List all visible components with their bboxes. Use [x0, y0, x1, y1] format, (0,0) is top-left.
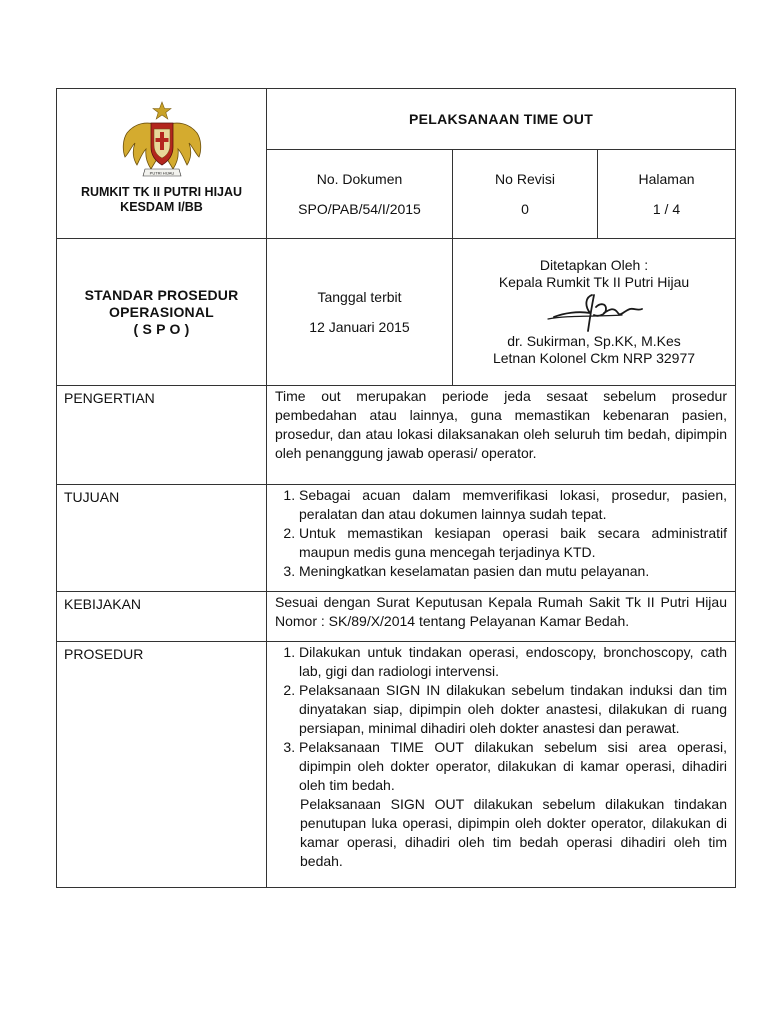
halaman-label: Halaman: [638, 171, 695, 187]
kebijakan-text: Sesuai dengan Surat Keputusan Kepala Rumah Sakit Tk II Putri Hijau Nomor : SK/89/X/2014 tentang Pelayanan Kamar Bedah.: [267, 592, 736, 642]
signer-name: dr. Sukirman, Sp.KK, M.Kes: [507, 333, 681, 349]
org-cell: [57, 89, 267, 239]
no-revisi-value: 0: [521, 201, 529, 217]
list-item: 1. Dilakukan untuk tindakan operasi, endoscopy, bronchoscopy, cath lab, gigi dan radiologi intervensi.: [299, 643, 727, 681]
approval-cell: [453, 239, 736, 386]
no-dokumen-value: SPO/PAB/54/I/2015: [298, 201, 421, 217]
spo-line-2: OPERASIONAL: [109, 303, 214, 320]
logo-motto: PUTRI HIJAU: [149, 170, 174, 175]
jabatan-label: Kepala Rumkit Tk II Putri Hijau: [498, 274, 690, 290]
kebijakan-label: KEBIJAKAN: [57, 592, 267, 642]
document-title: PELAKSANAAN TIME OUT: [408, 111, 594, 127]
spo-cell: [57, 239, 267, 386]
tanggal-cell: [267, 239, 453, 386]
prosedur-content: [267, 642, 736, 888]
list-item: 3. Pelaksanaan TIME OUT dilakukan sebelum sisi area operasi, dipimpin oleh dokter operator, dilakukan di kamar operasi, dihadiri oleh tim bedah.: [299, 738, 727, 795]
no-revisi-label: No Revisi: [495, 171, 555, 187]
header-table: [56, 88, 736, 386]
pengertian-label: PENGERTIAN: [57, 386, 267, 485]
list-item: 2. Pelaksanaan SIGN IN dilakukan sebelum tindakan induksi dan tim dinyatakan siap, dipimpin oleh dokter anastesi, dilakukan di ruang persiapan, minimal dihadiri oleh dokter anastesi dan perawat.: [299, 681, 727, 738]
org-name: RUMKIT TK II PUTRI HIJAU KESDAM I/BB: [80, 184, 243, 214]
prosedur-label: PROSEDUR: [57, 642, 267, 888]
tujuan-list: [275, 486, 727, 581]
tujuan-label: TUJUAN: [57, 485, 267, 592]
tujuan-content: [267, 485, 736, 592]
spo-line-1: STANDAR PROSEDUR: [84, 286, 239, 303]
spo-line-3: ( S P O ): [133, 320, 190, 337]
prosedur-list: [275, 643, 727, 795]
ditetapkan-label: Ditetapkan Oleh :: [539, 257, 649, 273]
list-item: 2. Untuk memastikan kesiapan operasi baik secara administratif maupun medis guna mencegah terjadinya KTD.: [299, 524, 727, 562]
sign-out-paragraph: Pelaksanaan SIGN OUT dilakukan sebelum dilakukan tindakan penutupan luka operasi, dipimpin oleh dokter operator, dilakukan di kamar operasi, dihadiri oleh tim bedah operasi dihadiri oleh tim bedah.: [300, 796, 727, 869]
halaman-value: 1 / 4: [652, 201, 681, 217]
no-revisi-cell: [453, 150, 598, 239]
spo-document: [56, 88, 735, 888]
no-dokumen-label: No. Dokumen: [316, 171, 403, 187]
content-table: [56, 385, 736, 888]
tanggal-value: 12 Januari 2015: [309, 319, 410, 335]
tanggal-label: Tanggal terbit: [317, 289, 402, 305]
title-cell: [267, 89, 736, 150]
rumkit-emblem-icon: [117, 99, 207, 181]
no-dokumen-cell: [267, 150, 453, 239]
halaman-cell: [598, 150, 736, 239]
signature-icon: [534, 291, 654, 333]
pengertian-text: Time out merupakan periode jeda sesaat sebelum prosedur pembedahan atau lainnya, guna memastikan kebenaran pasien, prosedur, dan atau lokasi dilaksanakan oleh seluruh tim bedah, dipimpin oleh penanggung jawab operasi/ operator.: [267, 386, 736, 485]
list-item: 1. Sebagai acuan dalam memverifikasi lokasi, prosedur, pasien, peralatan dan atau dokumen lainnya sudah tepat.: [299, 486, 727, 524]
list-item: 3. Meningkatkan keselamatan pasien dan mutu pelayanan.: [299, 562, 727, 581]
signer-rank: Letnan Kolonel Ckm NRP 32977: [492, 350, 696, 366]
